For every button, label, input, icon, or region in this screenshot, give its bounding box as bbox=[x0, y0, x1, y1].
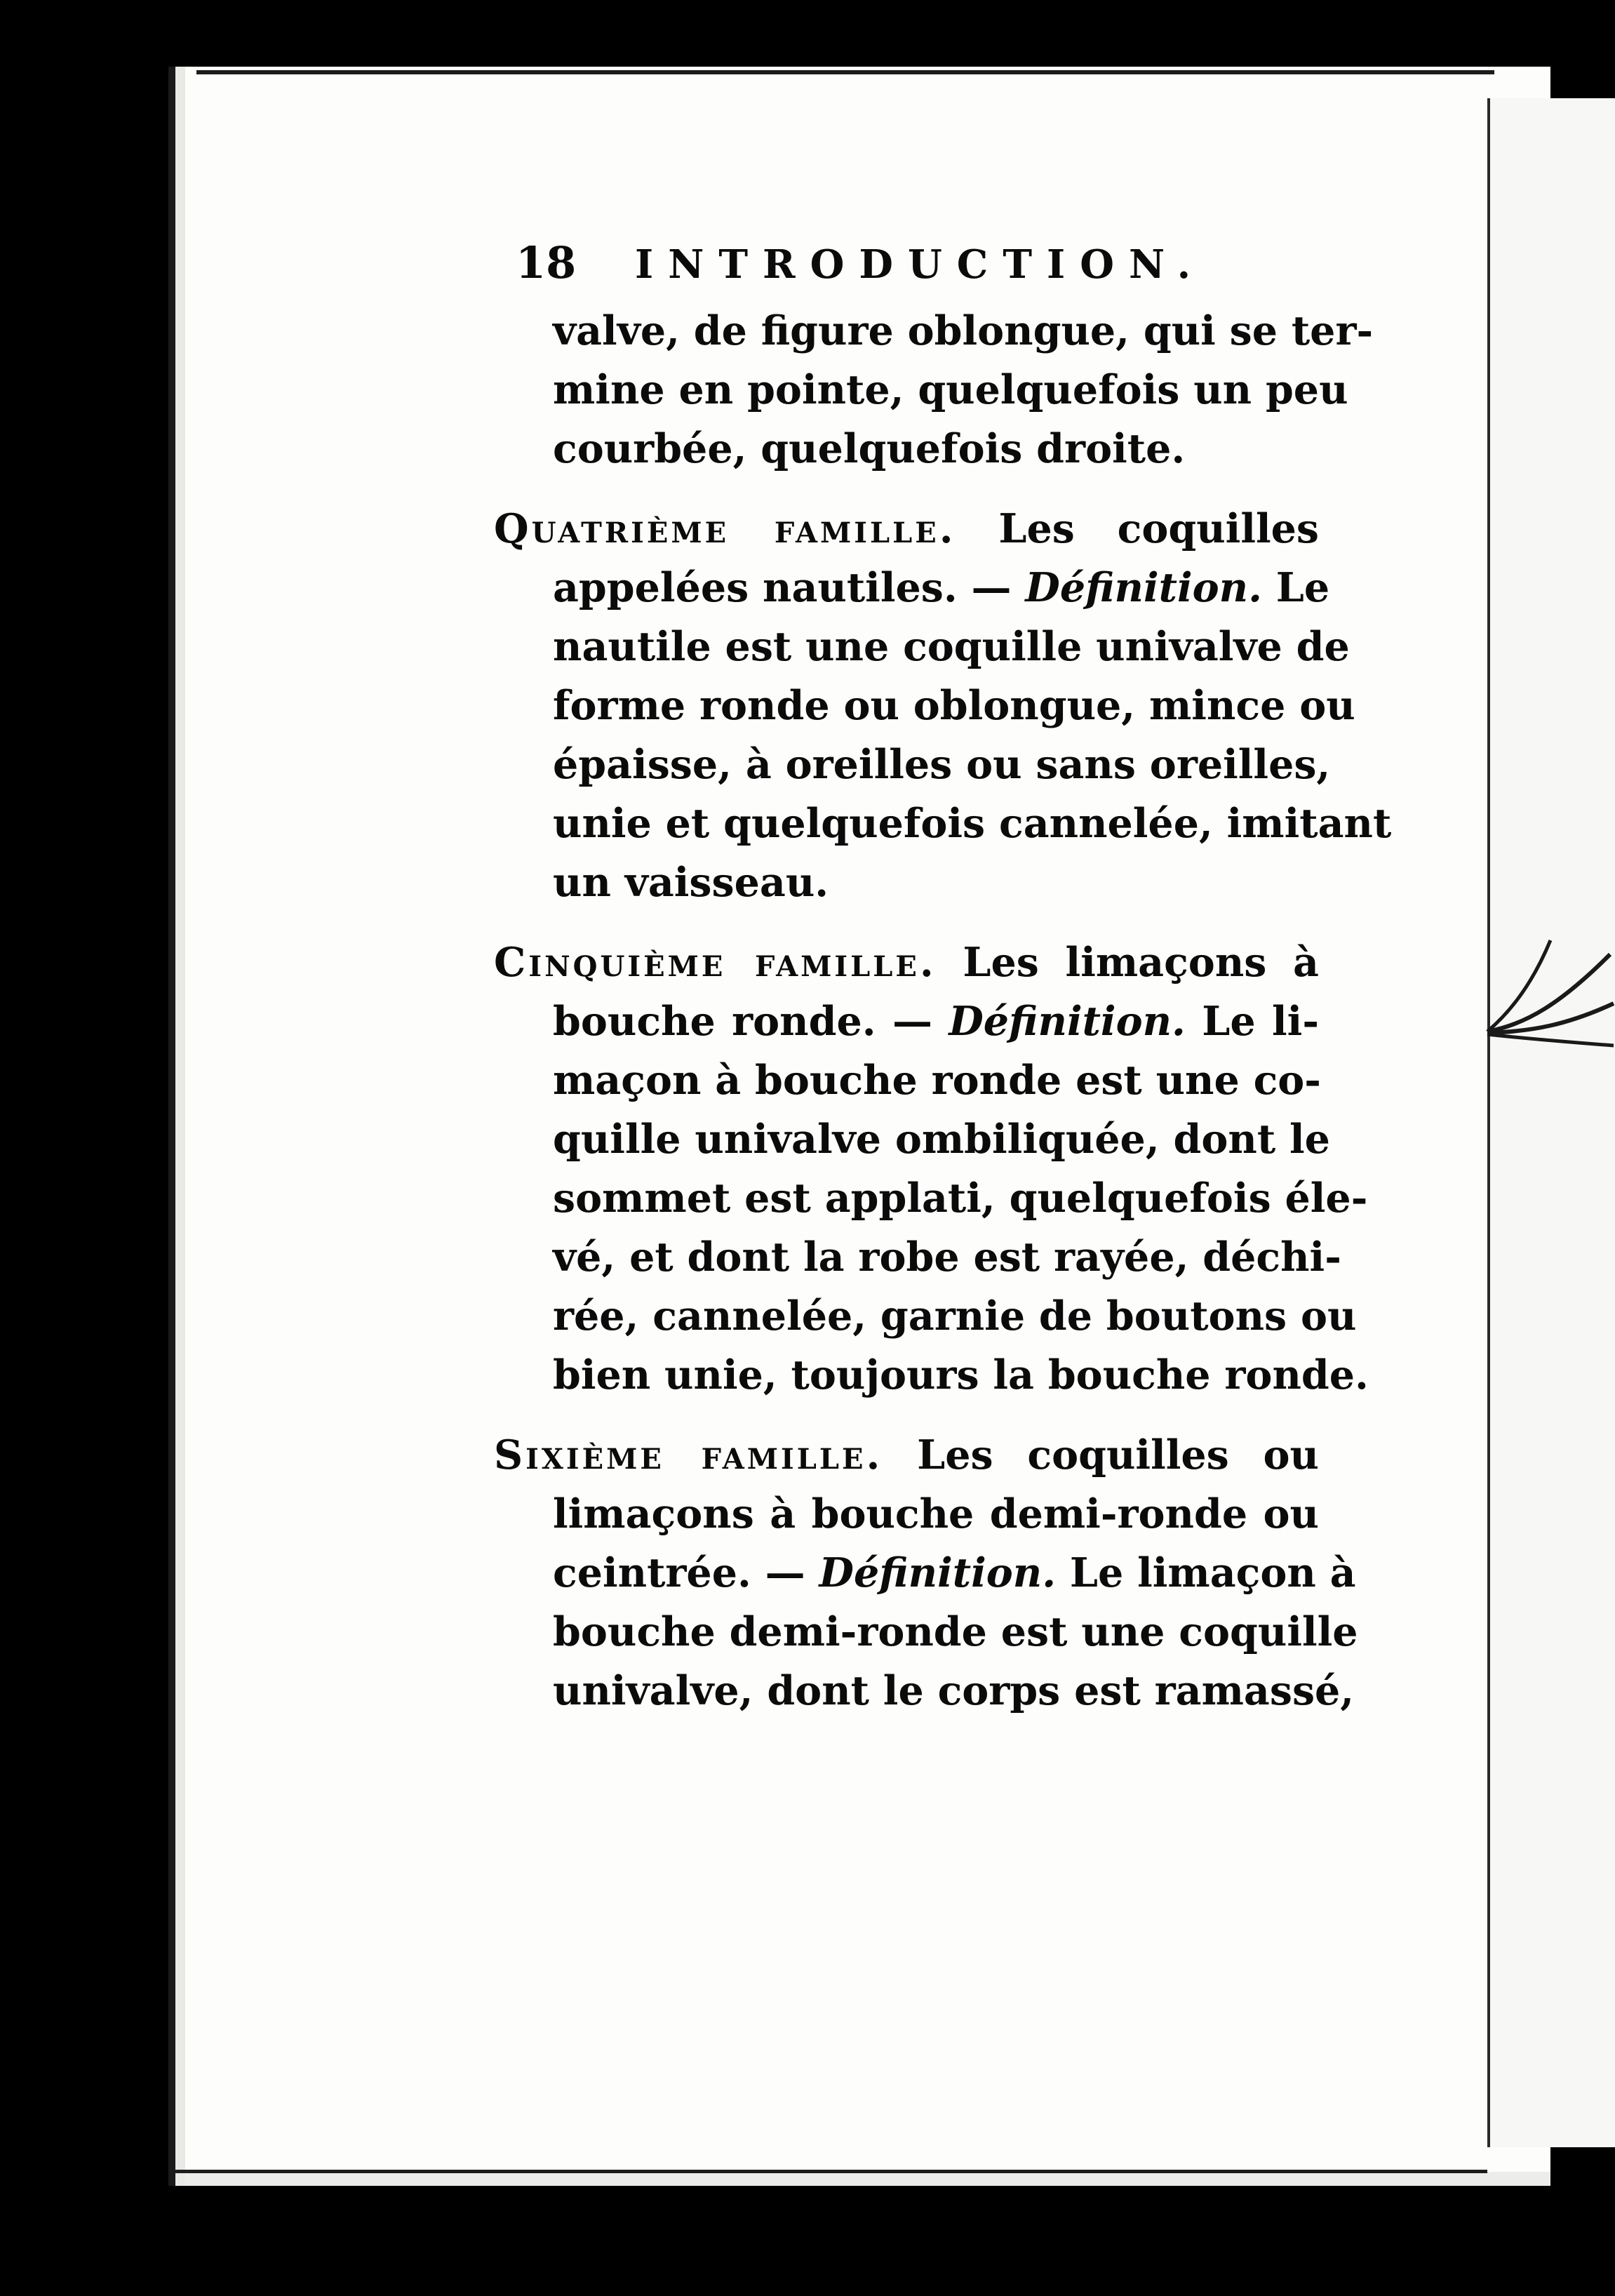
text-line bbox=[491, 933, 1319, 992]
text-line: unie et quelquefois cannelée, imitant bbox=[553, 800, 1392, 847]
text-line: sommet est applati, quelquefois éle- bbox=[553, 1175, 1368, 1222]
text-line bbox=[491, 1426, 1319, 1485]
page-number: 18 bbox=[516, 237, 577, 288]
text-line: quille univalve ombiliquée, dont le bbox=[553, 1116, 1330, 1163]
text-line bbox=[491, 1544, 1356, 1603]
family-heading: Sixième famille. bbox=[494, 1431, 883, 1479]
text-segment: Les coquilles ou bbox=[917, 1431, 1319, 1479]
text-line: limaçons à bouche demi-ronde ou bbox=[553, 1490, 1319, 1537]
paragraph-continuation bbox=[491, 302, 1374, 479]
text-line: univalve, dont le corps est ramassé, bbox=[553, 1667, 1355, 1714]
text-segment: appelées nautiles. — bbox=[553, 564, 1012, 611]
definition-label: Définition. bbox=[1025, 564, 1262, 611]
family-heading: Cinquième famille. bbox=[494, 939, 937, 986]
running-title: INTRODUCTION. bbox=[635, 241, 1206, 288]
text-segment: bouche ronde. — bbox=[553, 998, 932, 1045]
paragraph-cinquieme-famille bbox=[491, 933, 1369, 1405]
text-line: vé, et dont la robe est rayée, déchi- bbox=[553, 1234, 1341, 1281]
text-line bbox=[491, 500, 1319, 559]
text-line: forme ronde ou oblongue, mince ou bbox=[553, 682, 1355, 729]
text-line: maçon à bouche ronde est une co- bbox=[553, 1057, 1321, 1104]
text-line bbox=[491, 992, 1319, 1051]
text-line bbox=[491, 559, 1330, 618]
text-segment: Le li- bbox=[1202, 998, 1319, 1045]
text-line: courbée, quelquefois droite. bbox=[553, 425, 1186, 472]
page-edge-strings bbox=[1484, 926, 1615, 1088]
text-line: mine en pointe, quelquefois un peu bbox=[553, 366, 1348, 413]
definition-label: Définition. bbox=[949, 998, 1186, 1045]
page-frame-bottom bbox=[168, 2170, 1487, 2173]
paragraph-quatrieme-famille bbox=[491, 500, 1392, 912]
text-line: bien unie, toujours la bouche ronde. bbox=[553, 1351, 1369, 1399]
body-text bbox=[491, 302, 1392, 1721]
paragraph-sixieme-famille bbox=[491, 1426, 1358, 1721]
text-line: bouche demi-ronde est une coquille bbox=[553, 1608, 1358, 1655]
text-segment: Le limaçon à bbox=[1069, 1549, 1356, 1596]
page-frame-top bbox=[196, 70, 1494, 74]
text-line: nautile est une coquille univalve de bbox=[553, 623, 1350, 670]
next-leaf-edge bbox=[1487, 98, 1615, 2147]
text-segment: Le bbox=[1275, 564, 1330, 611]
text-line: épaisse, à oreilles ou sans oreilles, bbox=[553, 741, 1331, 788]
text-line: valve, de figure oblongue, qui se ter- bbox=[553, 307, 1374, 354]
text-segment: ceintrée. — bbox=[553, 1549, 805, 1596]
family-heading: Quatrième famille. bbox=[494, 505, 956, 552]
text-line: rée, cannelée, garnie de boutons ou bbox=[553, 1293, 1357, 1340]
definition-label: Définition. bbox=[819, 1549, 1057, 1596]
page-header bbox=[516, 237, 1245, 293]
text-segment: Les limaçons à bbox=[963, 939, 1319, 986]
text-line: un vaisseau. bbox=[553, 859, 829, 906]
text-segment: Les coquilles bbox=[998, 505, 1319, 552]
